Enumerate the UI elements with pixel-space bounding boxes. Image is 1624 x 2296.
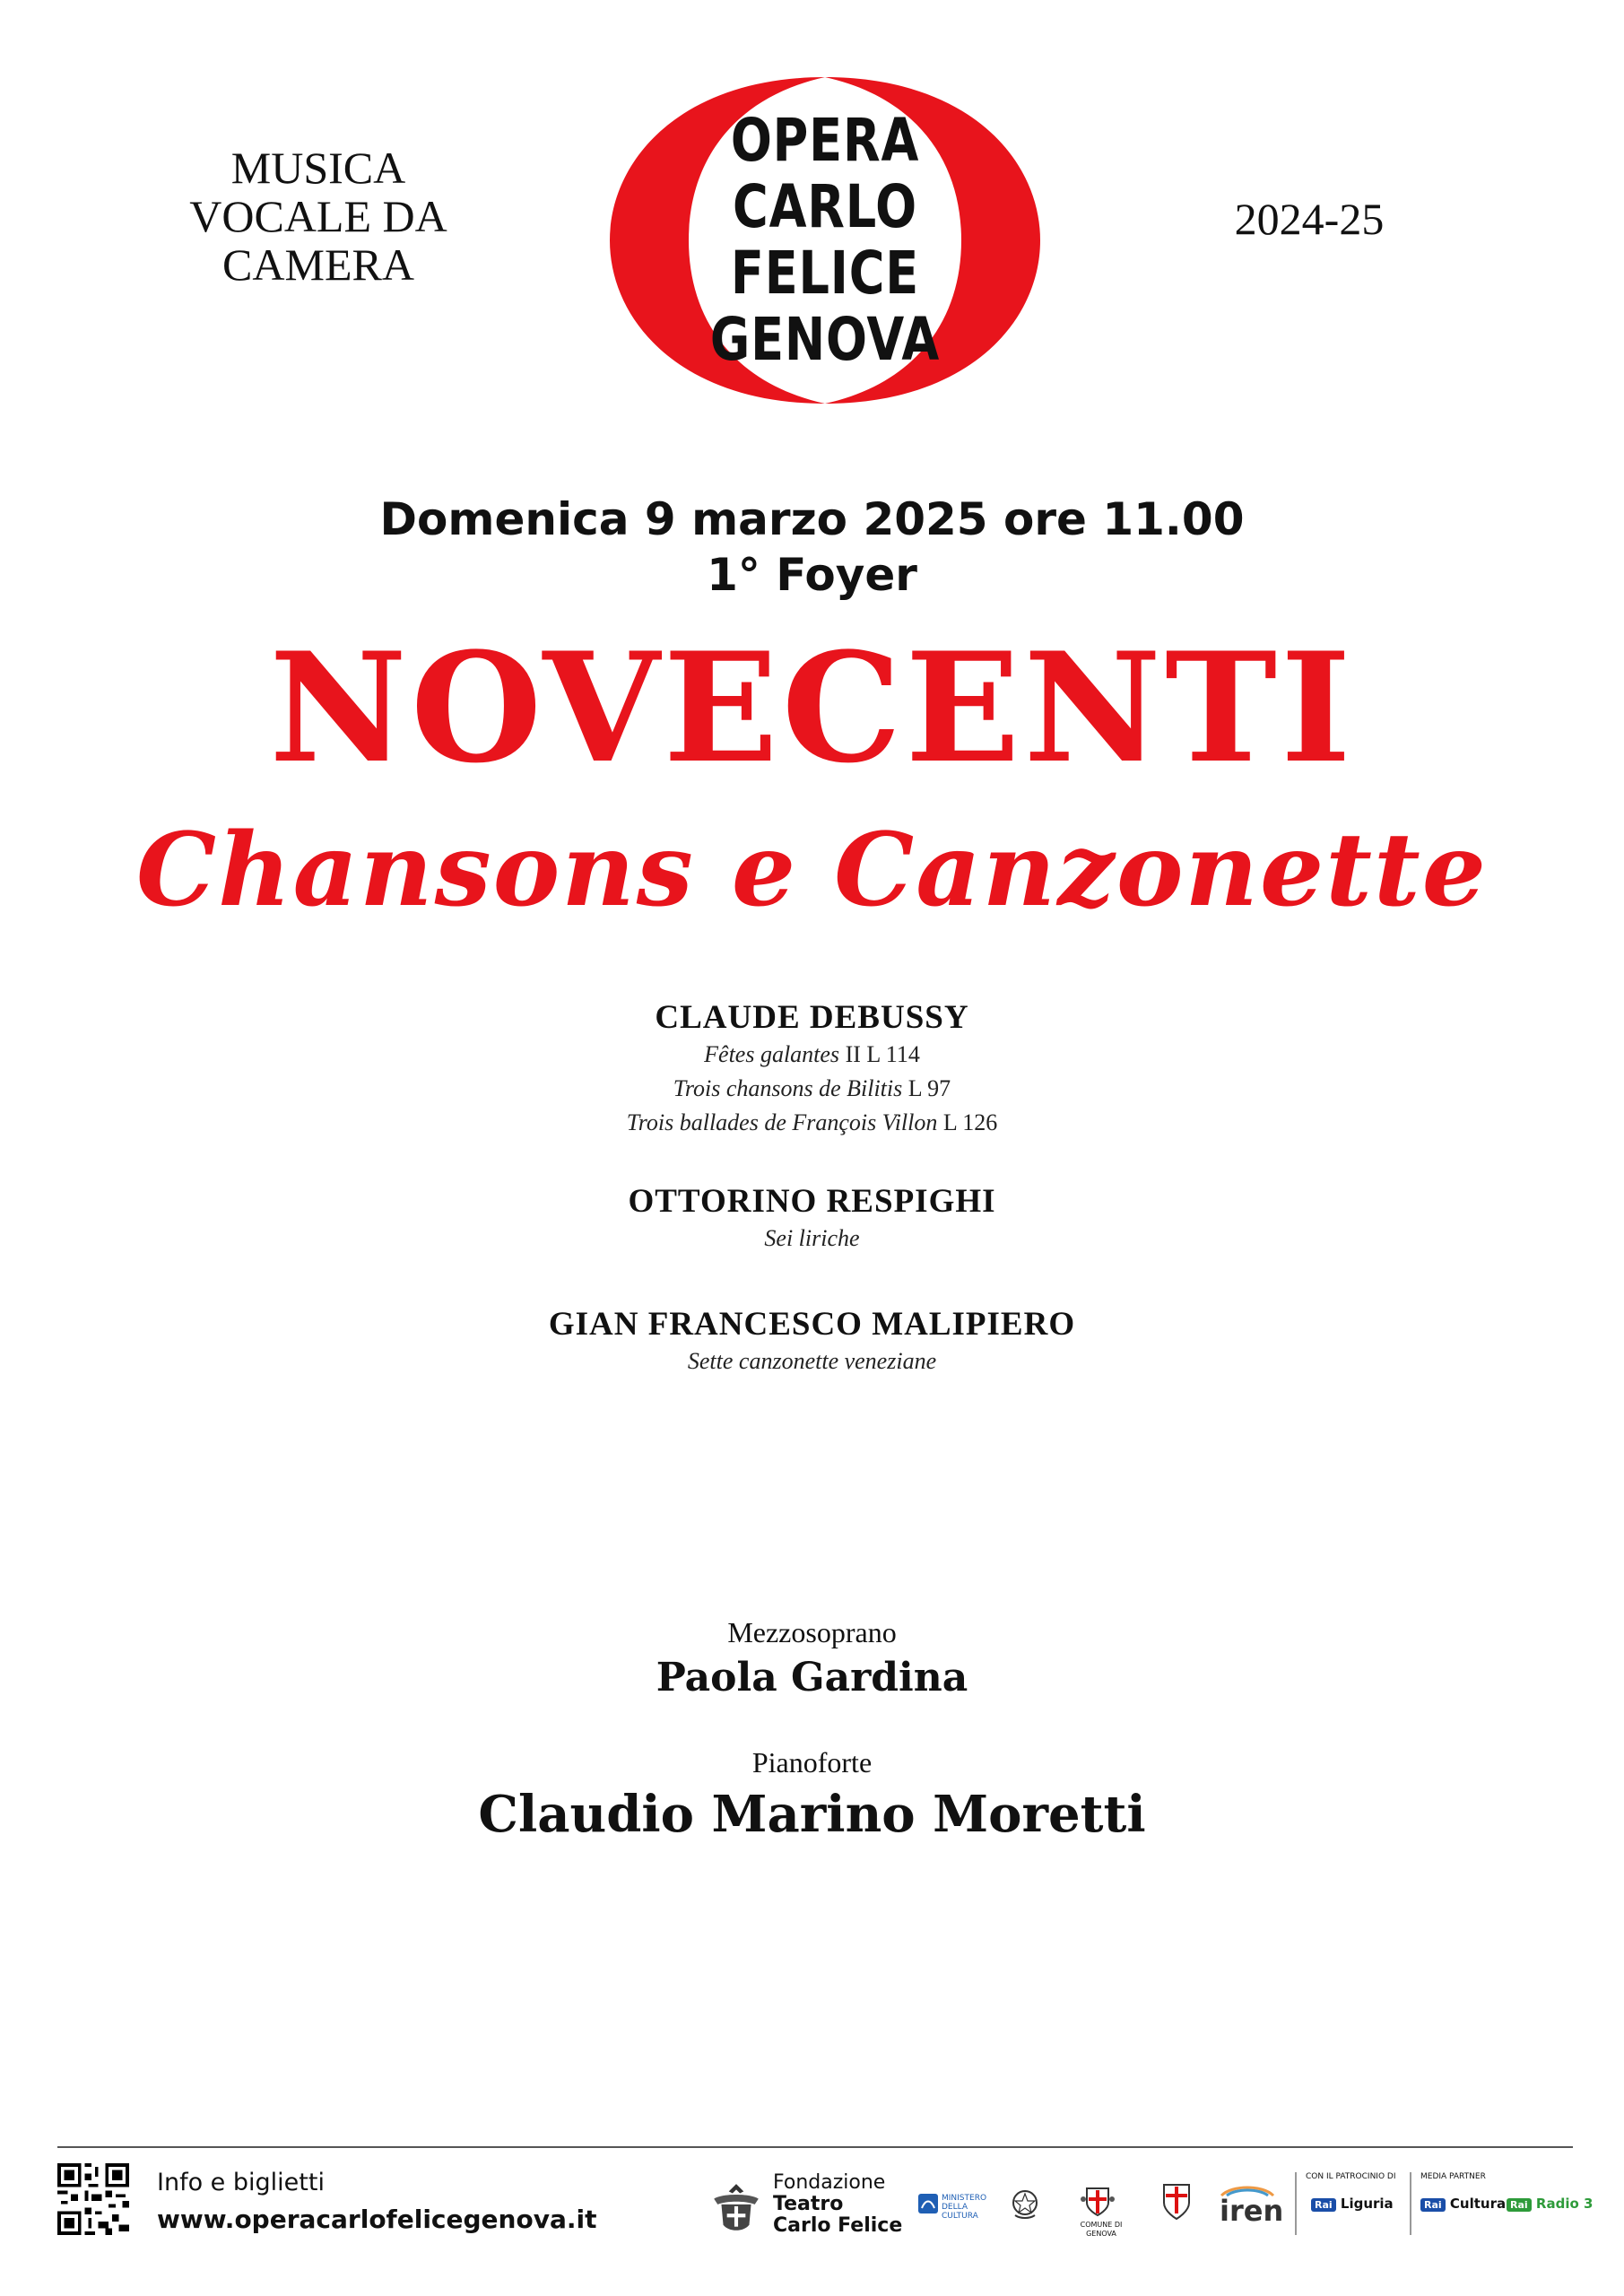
rai-radio3-label: Radio 3 [1535, 2196, 1594, 2212]
rai-cultura-logo [1420, 2196, 1506, 2212]
series-line-2: VOCALE DA [189, 191, 447, 241]
composer-malipiero: GIAN FRANCESCO MALIPIERO [548, 1306, 1076, 1343]
performer-role: Pianoforte [751, 1746, 873, 1779]
teatro-crest-icon [708, 2179, 764, 2237]
work-title: Trois chansons de Bilitis [673, 1075, 903, 1101]
composer-debussy: CLAUDE DEBUSSY [655, 999, 969, 1036]
rai-badge: Rai [1311, 2198, 1336, 2212]
info-url-link[interactable]: www.operacarlofelicegenova.it [157, 2205, 597, 2234]
fondazione-line-3: Carlo Felice [773, 2214, 903, 2237]
event-subtitle: Chansons e Canzonette [136, 812, 1488, 929]
ministero-line-1: MINISTERO [942, 2194, 987, 2203]
rai-badge: Rai [1420, 2198, 1446, 2212]
work-catalog: L 97 [902, 1075, 951, 1101]
ministero-label [942, 2194, 986, 2221]
work-title: Sei liriche [764, 1225, 860, 1251]
event-venue: 1° Foyer [707, 549, 917, 601]
sponsor-divider [1295, 2172, 1297, 2235]
logo-line-2: CARLO [733, 172, 917, 241]
logo-line-3: FELICE [730, 239, 920, 308]
comune-label: COMUNE DI GENOVA [1080, 2221, 1123, 2238]
event-title: NOVECENTI [269, 619, 1355, 796]
info-label: Info e biglietti [157, 2169, 325, 2196]
genova-crest-icon [1080, 2185, 1116, 2217]
sponsor-divider [1410, 2172, 1411, 2235]
logo-line-1: OPERA [730, 106, 920, 175]
series-label [179, 144, 457, 289]
composer-respighi: OTTORINO RESPIGHI [628, 1183, 996, 1220]
italian-emblem-icon [1010, 2188, 1040, 2221]
rai-badge: Rai [1507, 2198, 1532, 2212]
work-item [0, 1038, 1624, 1072]
work-title: Trois ballades de François Villon [626, 1109, 938, 1135]
ministero-line-2: DELLA [942, 2203, 968, 2212]
work-item [0, 1344, 1624, 1378]
fondazione-line-1: Fondazione [773, 2171, 886, 2194]
rai-liguria-logo [1311, 2196, 1394, 2212]
series-line-3: CAMERA [222, 239, 414, 290]
opera-logo-text [664, 108, 986, 373]
series-line-1: MUSICA [230, 143, 406, 193]
work-catalog: II L 114 [839, 1041, 920, 1067]
work-title: Fêtes galantes [704, 1041, 840, 1067]
fondazione-logo-text [773, 2172, 902, 2237]
season-label: 2024-25 [1234, 194, 1385, 244]
performer-name: Claudio Marino Moretti [478, 1785, 1146, 1844]
logo-line-4: GENOVA [709, 305, 941, 374]
work-item [0, 1222, 1624, 1256]
rai-radio3-logo [1507, 2196, 1593, 2212]
media-partner-label: MEDIA PARTNER [1420, 2172, 1486, 2181]
work-title: Sette canzonette veneziane [687, 1348, 937, 1374]
footer-divider [57, 2146, 1573, 2148]
ministero-line-3: CULTURA [942, 2212, 978, 2221]
event-date: Domenica 9 marzo 2025 ore 11.00 [379, 493, 1245, 545]
rai-liguria-label: Liguria [1340, 2196, 1394, 2212]
performer-name: Paola Gardina [656, 1655, 968, 1700]
fondazione-line-2: Teatro [773, 2193, 844, 2215]
rai-cultura-label: Cultura [1449, 2196, 1507, 2212]
performer-role: Mezzosoprano [727, 1616, 897, 1648]
work-item [0, 1072, 1624, 1106]
work-catalog: L 126 [937, 1109, 998, 1135]
iren-label: iren [1220, 2194, 1284, 2228]
ministero-logo-icon [918, 2194, 938, 2213]
patrocinio-label: CON IL PATROCINIO DI [1306, 2172, 1396, 2181]
qr-code-icon[interactable] [57, 2163, 129, 2235]
work-item [0, 1106, 1624, 1140]
liguria-crest-icon [1160, 2181, 1193, 2221]
